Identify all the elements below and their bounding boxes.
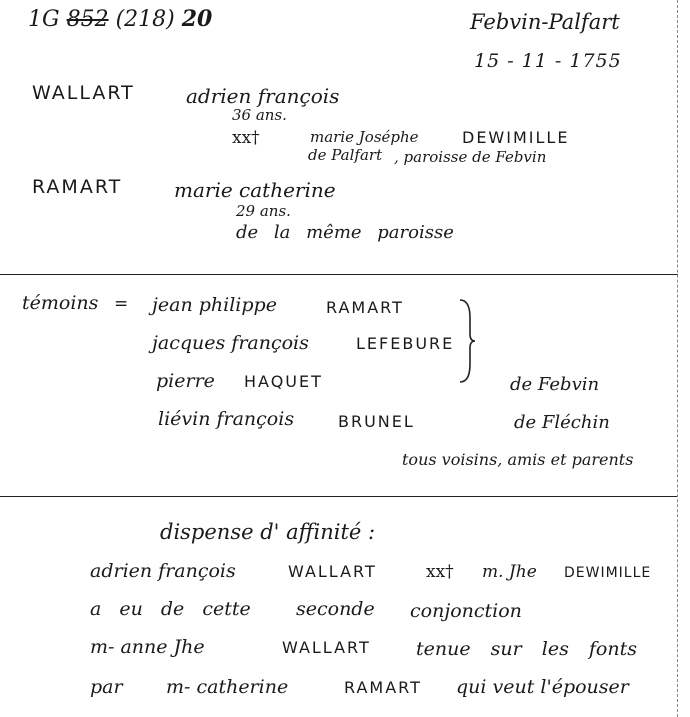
groom-age: 36 ans. xyxy=(232,106,287,124)
date-heading: 15 - 11 - 1755 xyxy=(474,50,622,72)
disp-line-4-c: RAMART xyxy=(344,678,422,697)
witnesses-equals: = xyxy=(114,294,129,314)
archive-reference xyxy=(28,8,212,31)
disp-line-3-c: tenue sur les fonts xyxy=(416,638,637,660)
disp-line-3-b: WALLART xyxy=(282,638,371,657)
witness-1-surname: RAMART xyxy=(326,298,404,317)
ref-page: (218) xyxy=(115,7,175,32)
disp-line-1-b: WALLART xyxy=(288,562,377,581)
bride-surname: RAMART xyxy=(32,176,123,198)
groom-surname: WALLART xyxy=(32,82,135,104)
margin-rule xyxy=(677,0,678,717)
disp-line-1-e: DEWIMILLE xyxy=(564,565,652,581)
bride-age: 29 ans. xyxy=(236,202,291,220)
witness-brace xyxy=(458,298,476,384)
groom-widower-mark: xx† xyxy=(232,128,260,148)
section-divider-1 xyxy=(0,274,678,275)
witness-3-surname: HAQUET xyxy=(244,372,323,391)
disp-line-2-b: seconde xyxy=(296,598,375,620)
witnesses-label: témoins xyxy=(22,292,99,314)
disp-line-1-c: xx† xyxy=(426,562,454,582)
ref-item: 20 xyxy=(181,6,213,32)
place-heading: Febvin-Palfart xyxy=(470,10,620,34)
disp-line-2-a: a eu de cette xyxy=(90,598,251,620)
witness-2-given: jacques françois xyxy=(152,332,309,354)
disp-line-4-b: m- catherine xyxy=(166,676,289,698)
prev-spouse-surname: DEWIMILLE xyxy=(462,128,570,147)
witness-3-place: de Febvin xyxy=(510,374,600,395)
bride-origin: de la même paroisse xyxy=(236,222,454,243)
groom-origin-prefix: de Palfart xyxy=(308,146,383,164)
groom-origin-suffix: , paroisse de Febvin xyxy=(394,148,547,166)
bride-given-name: marie catherine xyxy=(174,178,336,202)
witness-4-place: de Fléchin xyxy=(514,412,610,433)
dispensation-title: dispense d' affinité : xyxy=(160,520,376,544)
ref-number: 852 xyxy=(66,7,109,32)
disp-line-2-c: conjonction xyxy=(410,600,522,622)
disp-line-1-d: m. Jhe xyxy=(482,562,537,582)
groom-given-name: adrien françois xyxy=(186,84,340,108)
disp-line-4-a: par xyxy=(90,676,123,698)
disp-line-1-a: adrien françois xyxy=(90,560,236,582)
prev-spouse-given: marie Joséphe xyxy=(310,128,419,146)
witness-4-given: liévin françois xyxy=(158,408,295,430)
witness-1-given: jean philippe xyxy=(152,294,277,316)
witness-4-surname: BRUNEL xyxy=(338,412,415,431)
ref-prefix: 1G xyxy=(28,7,60,32)
disp-line-3-a: m- anne Jhe xyxy=(90,636,205,658)
witnesses-relation: tous voisins, amis et parents xyxy=(402,450,634,469)
disp-line-4-d: qui veut l'épouser xyxy=(456,676,629,698)
witness-2-surname: LEFEBURE xyxy=(356,334,455,353)
section-divider-2 xyxy=(0,496,678,497)
witness-3-given: pierre xyxy=(156,370,215,392)
